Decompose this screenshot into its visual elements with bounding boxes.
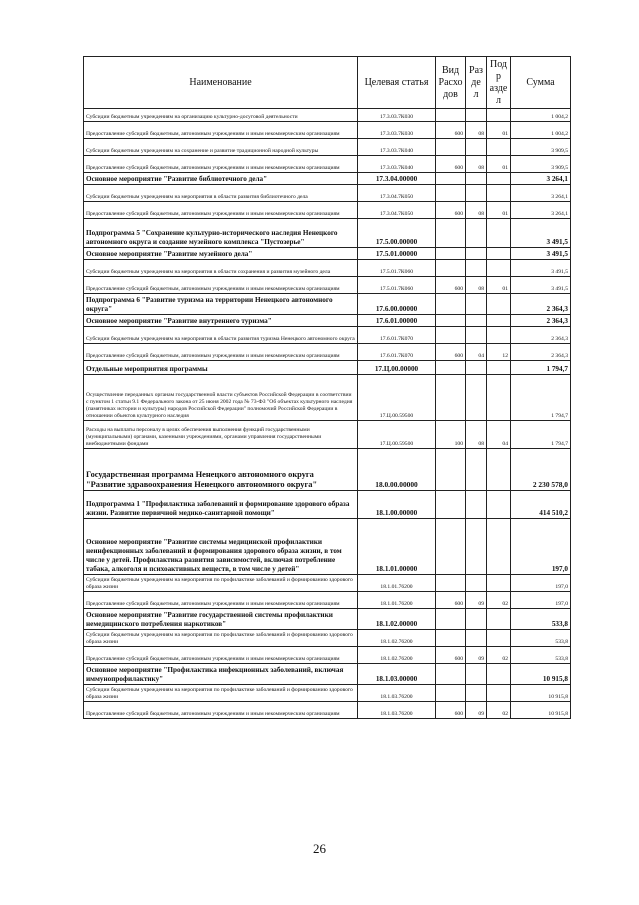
table-row — [84, 449, 571, 491]
header-sum: Сумма — [511, 57, 571, 109]
row-name: Основное мероприятие "Развитие государственной системы профилактики немедицинского потребления наркотиков" — [84, 609, 358, 630]
row-sum: 3 264,1 — [511, 173, 571, 185]
row-razdel — [466, 185, 487, 202]
row-sum: 533,8 — [511, 647, 571, 664]
row-vid — [436, 294, 466, 315]
budget-table — [83, 56, 571, 719]
row-vid: 600 — [436, 592, 466, 609]
row-razdel: 09 — [466, 647, 487, 664]
table-row — [84, 294, 571, 315]
table-row — [84, 109, 571, 122]
row-podr: 01 — [487, 202, 511, 219]
table-row — [84, 609, 571, 630]
row-vid — [436, 519, 466, 575]
row-podr — [487, 664, 511, 685]
row-code: 18.1.00.00000 — [358, 491, 436, 519]
row-name: Осуществление переданных органам государственной власти субъектов Российской Федерации в соответствии с пунктом 1 статьи 9.1 Федерального закона от 25 июня 2002 года № 73-ФЗ "Об объектах культурного наследия (памятниках истории и культуры) народов Российской Федерации" полномочий Российской Федерации в отношении объектов культурного наследия — [84, 375, 358, 421]
row-razdel: 08 — [466, 156, 487, 173]
table-row — [84, 156, 571, 173]
row-razdel — [466, 248, 487, 260]
row-name: Основное мероприятие "Развитие библиотечного дела" — [84, 173, 358, 185]
row-code: 17.Ц.00.00000 — [358, 361, 436, 375]
row-sum: 3 909,5 — [511, 156, 571, 173]
row-razdel — [466, 449, 487, 491]
row-code: 17.6.01.00000 — [358, 315, 436, 327]
row-razdel — [466, 260, 487, 277]
row-sum: 3 491,5 — [511, 260, 571, 277]
row-podr — [487, 685, 511, 702]
row-code: 18.1.03.76200 — [358, 702, 436, 719]
row-vid — [436, 575, 466, 592]
row-code: 17.6.00.00000 — [358, 294, 436, 315]
row-code: 17.3.03.7К040 — [358, 139, 436, 156]
row-name: Предоставление субсидий бюджетным, автономным учреждениям и иным некоммерческим организациям — [84, 156, 358, 173]
row-vid — [436, 260, 466, 277]
table-row — [84, 260, 571, 277]
row-vid: 600 — [436, 277, 466, 294]
row-name: Субсидии бюджетным учреждениям на мероприятия в области сохранения и развития музейного дела — [84, 260, 358, 277]
row-podr — [487, 248, 511, 260]
row-podr — [487, 375, 511, 421]
table-row — [84, 575, 571, 592]
row-podr — [487, 449, 511, 491]
table-row — [84, 375, 571, 421]
row-podr — [487, 173, 511, 185]
row-podr: 02 — [487, 702, 511, 719]
table-row — [84, 491, 571, 519]
table-row — [84, 647, 571, 664]
row-name: Субсидии бюджетным учреждениям на сохранение и развитие традиционной народной культуры — [84, 139, 358, 156]
row-name: Подпрограмма 1 "Профилактика заболеваний и формирование здорового образа жизни. Развитие первичной медико-санитарной помощи" — [84, 491, 358, 519]
row-code: 17.3.03.7К030 — [358, 122, 436, 139]
row-sum: 3 491,5 — [511, 277, 571, 294]
row-code: 17.6.01.7К070 — [358, 344, 436, 361]
row-code: 18.1.03.00000 — [358, 664, 436, 685]
table-row — [84, 277, 571, 294]
row-sum: 197,0 — [511, 519, 571, 575]
row-razdel — [466, 609, 487, 630]
row-code: 17.3.03.7К040 — [358, 156, 436, 173]
table-row — [84, 421, 571, 449]
row-razdel — [466, 361, 487, 375]
row-name: Основное мероприятие "Профилактика инфекционных заболеваний, включая иммунопрофилактику" — [84, 664, 358, 685]
header-code: Целевая статья — [358, 57, 436, 109]
table-row — [84, 630, 571, 647]
row-podr: 02 — [487, 647, 511, 664]
row-podr — [487, 315, 511, 327]
row-podr — [487, 139, 511, 156]
row-razdel — [466, 109, 487, 122]
row-razdel: 09 — [466, 592, 487, 609]
row-code: 18.1.01.00000 — [358, 519, 436, 575]
row-vid — [436, 327, 466, 344]
row-sum: 10 915,8 — [511, 702, 571, 719]
row-podr — [487, 185, 511, 202]
row-sum: 1 794,7 — [511, 421, 571, 449]
row-sum: 3 909,5 — [511, 139, 571, 156]
row-sum: 533,8 — [511, 630, 571, 647]
row-podr — [487, 260, 511, 277]
row-vid: 600 — [436, 122, 466, 139]
row-code: 17.6.01.7К070 — [358, 327, 436, 344]
row-code: 17.3.03.7К030 — [358, 109, 436, 122]
row-vid — [436, 630, 466, 647]
table-body — [84, 109, 571, 719]
row-name: Основное мероприятие "Развитие системы медицинской профилактики неинфекционных заболеваний и формирования здорового образа жизни, в том числе у детей. Профилактика развития зависимостей, включая потребление табака, алкоголя и психоактивных веществ, в том числе у детей" — [84, 519, 358, 575]
row-razdel — [466, 375, 487, 421]
row-razdel: 08 — [466, 202, 487, 219]
table-row — [84, 664, 571, 685]
row-razdel — [466, 173, 487, 185]
row-sum: 197,0 — [511, 592, 571, 609]
row-razdel: 04 — [466, 344, 487, 361]
row-name: Субсидии бюджетным учреждениям на мероприятия в области развития туризма Ненецкого автономного округа — [84, 327, 358, 344]
row-sum: 3 491,5 — [511, 248, 571, 260]
row-podr — [487, 630, 511, 647]
row-name: Основное мероприятие "Развитие музейного дела" — [84, 248, 358, 260]
row-vid: 600 — [436, 647, 466, 664]
row-sum: 1 794,7 — [511, 361, 571, 375]
table-row — [84, 219, 571, 248]
row-razdel — [466, 630, 487, 647]
row-sum: 1 794,7 — [511, 375, 571, 421]
table-header-row — [84, 57, 571, 109]
row-vid — [436, 375, 466, 421]
row-name: Предоставление субсидий бюджетным, автономным учреждениям и иным некоммерческим организациям — [84, 592, 358, 609]
row-code: 17.5.01.7К060 — [358, 277, 436, 294]
row-code: 17.5.01.7К060 — [358, 260, 436, 277]
row-podr: 01 — [487, 277, 511, 294]
table-row — [84, 361, 571, 375]
row-vid — [436, 219, 466, 248]
row-name: Субсидии бюджетным учреждениям на мероприятия по профилактике заболеваний и формированию здорового образа жизни — [84, 575, 358, 592]
row-vid — [436, 361, 466, 375]
row-vid — [436, 109, 466, 122]
row-podr — [487, 294, 511, 315]
row-razdel: 08 — [466, 122, 487, 139]
row-code: 18.0.00.00000 — [358, 449, 436, 491]
row-code: 18.1.02.76200 — [358, 630, 436, 647]
row-sum: 10 915,8 — [511, 685, 571, 702]
row-name: Подпрограмма 6 "Развитие туризма на территории Ненецкого автономного округа" — [84, 294, 358, 315]
row-name: Предоставление субсидий бюджетным, автономным учреждениям и иным некоммерческим организациям — [84, 344, 358, 361]
row-vid — [436, 248, 466, 260]
row-code: 18.1.01.76200 — [358, 575, 436, 592]
row-vid: 600 — [436, 156, 466, 173]
row-razdel — [466, 519, 487, 575]
row-vid — [436, 609, 466, 630]
row-podr: 01 — [487, 122, 511, 139]
row-name: Расходы на выплаты персоналу в целях обеспечения выполнения функций государственными (муниципальными) органами, казенными учреждениями, органами управления государственными внебюджетными фондами — [84, 421, 358, 449]
row-razdel — [466, 327, 487, 344]
row-razdel — [466, 664, 487, 685]
table-row — [84, 344, 571, 361]
row-code: 17.3.04.7К050 — [358, 185, 436, 202]
row-sum: 197,0 — [511, 575, 571, 592]
row-vid: 600 — [436, 202, 466, 219]
row-razdel — [466, 294, 487, 315]
header-razdel: Разде л — [466, 57, 487, 109]
row-code: 18.1.02.76200 — [358, 647, 436, 664]
row-podr: 04 — [487, 421, 511, 449]
row-razdel: 09 — [466, 702, 487, 719]
row-podr — [487, 327, 511, 344]
header-podr: Подр аздел — [487, 57, 511, 109]
row-podr — [487, 575, 511, 592]
row-sum: 2 230 578,0 — [511, 449, 571, 491]
row-name: Субсидии бюджетным учреждениям на мероприятия по профилактике заболеваний и формированию здорового образа жизни — [84, 685, 358, 702]
row-vid — [436, 185, 466, 202]
row-vid — [436, 491, 466, 519]
table-row — [84, 248, 571, 260]
row-name: Субсидии бюджетным учреждениям на мероприятия по профилактике заболеваний и формированию здорового образа жизни — [84, 630, 358, 647]
row-sum: 1 004,2 — [511, 122, 571, 139]
row-podr: 02 — [487, 592, 511, 609]
row-razdel: 08 — [466, 277, 487, 294]
row-code: 17.Ц.00.59500 — [358, 421, 436, 449]
row-podr: 01 — [487, 156, 511, 173]
table-row — [84, 702, 571, 719]
row-name: Отдельные мероприятия программы — [84, 361, 358, 375]
header-vid: Вид Расхо дов — [436, 57, 466, 109]
row-sum: 10 915,8 — [511, 664, 571, 685]
row-name: Предоставление субсидий бюджетным, автономным учреждениям и иным некоммерческим организациям — [84, 122, 358, 139]
row-code: 17.5.00.00000 — [358, 219, 436, 248]
row-razdel — [466, 139, 487, 156]
row-name: Предоставление субсидий бюджетным, автономным учреждениям и иным некоммерческим организациям — [84, 277, 358, 294]
row-name: Предоставление субсидий бюджетным, автономным учреждениям и иным некоммерческим организациям — [84, 202, 358, 219]
row-podr — [487, 519, 511, 575]
row-name: Субсидии бюджетным учреждениям на организацию культурно-досуговой деятельности — [84, 109, 358, 122]
table-row — [84, 139, 571, 156]
row-sum: 2 364,3 — [511, 315, 571, 327]
table-row — [84, 327, 571, 344]
row-razdel — [466, 491, 487, 519]
table-row — [84, 685, 571, 702]
row-name: Предоставление субсидий бюджетным, автономным учреждениям и иным некоммерческим организациям — [84, 702, 358, 719]
table-row — [84, 173, 571, 185]
row-vid — [436, 139, 466, 156]
page-number: 26 — [313, 841, 326, 856]
row-code: 17.Ц.00.59500 — [358, 375, 436, 421]
row-razdel — [466, 575, 487, 592]
table-row — [84, 202, 571, 219]
row-vid: 600 — [436, 344, 466, 361]
row-podr: 12 — [487, 344, 511, 361]
row-code: 17.3.04.00000 — [358, 173, 436, 185]
row-sum: 3 264,1 — [511, 202, 571, 219]
row-name: Субсидии бюджетным учреждениям на мероприятия в области развития библиотечного дела — [84, 185, 358, 202]
table-row — [84, 519, 571, 575]
row-code: 18.1.01.76200 — [358, 592, 436, 609]
table-row — [84, 122, 571, 139]
row-vid: 600 — [436, 702, 466, 719]
row-podr — [487, 219, 511, 248]
table-row — [84, 315, 571, 327]
row-razdel: 08 — [466, 421, 487, 449]
row-razdel — [466, 315, 487, 327]
row-sum: 1 004,2 — [511, 109, 571, 122]
row-code: 18.1.02.00000 — [358, 609, 436, 630]
row-name: Основное мероприятие "Развитие внутреннего туризма" — [84, 315, 358, 327]
row-vid — [436, 315, 466, 327]
table-row — [84, 592, 571, 609]
row-sum: 533,8 — [511, 609, 571, 630]
row-name: Подпрограмма 5 "Сохранение культурно-исторического наследия Ненецкого автономного округа и создание музейного комплекса "Пустозерье" — [84, 219, 358, 248]
row-vid — [436, 449, 466, 491]
header-name: Наименование — [84, 57, 358, 109]
row-vid — [436, 685, 466, 702]
row-razdel — [466, 219, 487, 248]
row-sum: 3 264,1 — [511, 185, 571, 202]
row-name: Предоставление субсидий бюджетным, автономным учреждениям и иным некоммерческим организациям — [84, 647, 358, 664]
row-podr — [487, 609, 511, 630]
row-vid: 100 — [436, 421, 466, 449]
row-sum: 2 364,3 — [511, 344, 571, 361]
row-sum: 2 364,3 — [511, 327, 571, 344]
row-name: Государственная программа Ненецкого автономного округа "Развитие здравоохранения Ненецкого автономного округа" — [84, 449, 358, 491]
row-podr — [487, 109, 511, 122]
row-sum: 3 491,5 — [511, 219, 571, 248]
row-code: 18.1.03.76200 — [358, 685, 436, 702]
row-podr — [487, 491, 511, 519]
row-code: 17.5.01.00000 — [358, 248, 436, 260]
row-code: 17.3.04.7К050 — [358, 202, 436, 219]
row-sum: 2 364,3 — [511, 294, 571, 315]
table-row — [84, 185, 571, 202]
row-podr — [487, 361, 511, 375]
row-sum: 414 510,2 — [511, 491, 571, 519]
row-vid — [436, 173, 466, 185]
row-razdel — [466, 685, 487, 702]
row-vid — [436, 664, 466, 685]
